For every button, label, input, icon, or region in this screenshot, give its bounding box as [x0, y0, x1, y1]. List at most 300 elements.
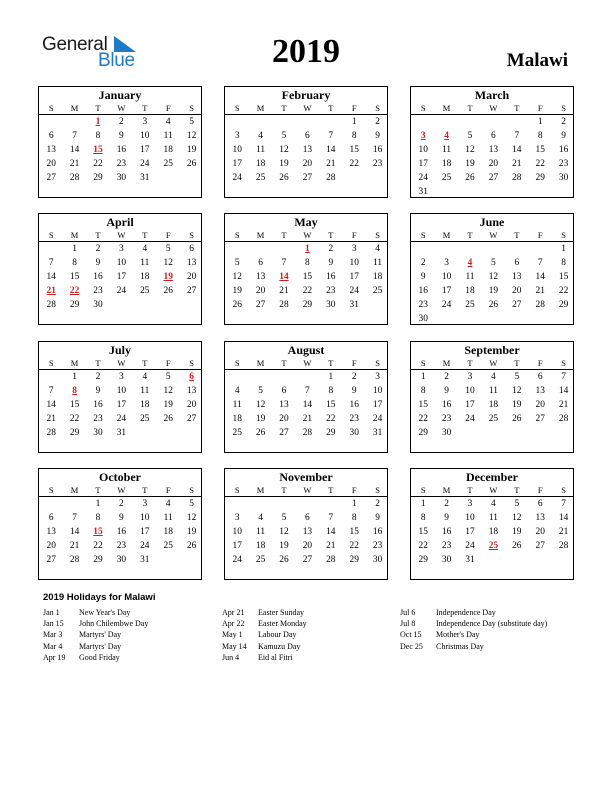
day-cell: 25 — [140, 285, 150, 296]
day-cell: 27 — [279, 427, 289, 438]
day-cell: 23 — [418, 299, 428, 310]
month-september — [410, 341, 574, 453]
day-cell: 3 — [467, 499, 473, 509]
day-cell: 18 — [488, 526, 499, 537]
weekday-label: T — [467, 485, 473, 495]
day-cell: 30 — [116, 172, 127, 183]
day-cell: 19 — [232, 285, 242, 296]
day-cell: 28 — [326, 172, 336, 183]
day-cell: 14 — [69, 526, 80, 537]
day-cell: 30 — [116, 554, 127, 565]
month-july — [38, 341, 202, 453]
day-cell: 23 — [441, 540, 452, 551]
weekday-label: S — [420, 358, 426, 368]
day-cell: 7 — [537, 257, 543, 268]
day-cell: 23 — [116, 540, 127, 551]
day-cell: 18 — [163, 526, 173, 537]
day-cell: 6 — [258, 257, 263, 268]
day-cell: 14 — [69, 144, 80, 155]
day-cell: 14 — [326, 144, 336, 155]
day-cell: 20 — [46, 158, 56, 169]
holiday-name: Independence Day — [436, 608, 496, 617]
day-cell: 30 — [372, 554, 383, 565]
day-cell: 25 — [465, 299, 475, 310]
logo-text-blue: Blue — [98, 50, 135, 71]
day-cell: 10 — [140, 130, 150, 141]
day-cell: 28 — [279, 299, 289, 310]
day-cell: 30 — [93, 299, 103, 310]
holiday-date: Oct 15 — [400, 630, 422, 640]
day-cell: 1 — [537, 117, 543, 127]
holiday-day-cell: 4 — [444, 130, 449, 141]
day-cell: 15 — [69, 271, 80, 282]
day-cell: 17 — [116, 271, 127, 282]
day-cell: 18 — [163, 144, 173, 155]
day-cell: 12 — [255, 399, 266, 410]
weekday-label: T — [142, 485, 148, 495]
day-cell: 22 — [93, 158, 103, 169]
day-cell: 11 — [465, 271, 475, 282]
day-cell: 16 — [116, 144, 127, 155]
day-cell: 17 — [465, 399, 475, 410]
day-cell: 17 — [140, 526, 150, 537]
weekday-label: M — [256, 230, 265, 240]
day-cell: 25 — [163, 158, 173, 169]
day-cell: 10 — [349, 257, 359, 268]
day-cell: 10 — [140, 512, 150, 523]
day-cell: 3 — [119, 244, 124, 254]
holiday-name: Martyrs' Day — [79, 641, 122, 651]
month-october — [38, 468, 202, 580]
day-cell: 5 — [165, 244, 171, 254]
month-february — [224, 86, 388, 198]
day-cell: 30 — [441, 427, 452, 438]
day-cell: 3 — [142, 499, 148, 509]
day-cell: 4 — [142, 244, 148, 254]
day-cell: 19 — [186, 144, 197, 155]
day-cell: 18 — [232, 413, 242, 424]
weekday-label: T — [95, 230, 101, 240]
day-cell: 22 — [418, 413, 428, 424]
day-cell: 21 — [279, 285, 289, 296]
day-cell: 5 — [491, 257, 496, 268]
day-cell: 27 — [186, 413, 197, 424]
day-cell: 19 — [512, 399, 522, 410]
day-cell: 2 — [119, 499, 124, 509]
day-cell: 27 — [302, 172, 313, 183]
weekday-label: W — [303, 485, 312, 495]
day-cell: 9 — [119, 130, 124, 141]
month-title: January — [98, 88, 142, 102]
day-cell: 3 — [234, 512, 240, 523]
day-cell: 13 — [488, 144, 499, 155]
day-cell: 14 — [512, 144, 522, 155]
day-cell: 19 — [163, 399, 173, 410]
day-cell: 3 — [234, 130, 240, 141]
month-title: October — [99, 470, 141, 484]
day-cell: 20 — [535, 526, 545, 537]
day-cell: 22 — [349, 158, 359, 169]
day-cell: 28 — [558, 413, 569, 424]
weekday-label: S — [234, 230, 240, 240]
day-cell: 30 — [349, 427, 359, 438]
day-cell: 27 — [535, 540, 545, 551]
day-cell: 19 — [255, 413, 266, 424]
holiday-date: Jan 15 — [43, 619, 64, 629]
weekday-label: T — [95, 485, 101, 495]
day-cell: 22 — [69, 413, 80, 424]
day-cell: 1 — [72, 244, 77, 254]
day-cell: 21 — [69, 158, 80, 169]
weekday-label: T — [95, 358, 101, 368]
holiday-day-cell: 15 — [93, 526, 103, 537]
holiday-name: Independence Day (substitute day) — [436, 619, 548, 629]
weekday-label: S — [189, 485, 194, 495]
day-cell: 6 — [189, 244, 194, 254]
day-cell: 16 — [93, 271, 103, 282]
holiday-name: Easter Monday — [258, 619, 307, 629]
day-cell: 2 — [444, 499, 449, 509]
weekday-label: W — [489, 358, 498, 368]
day-cell: 6 — [48, 130, 54, 141]
day-cell: 9 — [95, 385, 101, 396]
day-cell: 9 — [561, 130, 566, 141]
holiday-name: Eid al Fitri — [258, 652, 293, 662]
weekday-label: M — [70, 358, 79, 368]
day-cell: 5 — [258, 385, 263, 396]
month-title: March — [474, 88, 510, 102]
day-cell: 17 — [232, 540, 242, 551]
day-cell: 29 — [349, 554, 359, 565]
day-cell: 12 — [232, 271, 242, 282]
weekday-label: M — [256, 103, 265, 113]
weekday-label: S — [561, 358, 566, 368]
day-cell: 12 — [163, 257, 173, 268]
day-cell: 9 — [444, 385, 449, 396]
weekday-label: T — [281, 230, 287, 240]
holidays-title: 2019 Holidays for Malawi — [43, 592, 156, 603]
day-cell: 11 — [442, 144, 452, 155]
day-cell: 25 — [140, 413, 150, 424]
day-cell: 10 — [441, 271, 452, 282]
day-cell: 31 — [116, 427, 127, 438]
day-cell: 1 — [561, 244, 566, 254]
day-cell: 28 — [558, 540, 569, 551]
day-cell: 6 — [48, 512, 54, 523]
day-cell: 23 — [558, 158, 569, 169]
day-cell: 23 — [349, 413, 359, 424]
day-cell: 16 — [372, 526, 383, 537]
weekday-label: W — [117, 103, 126, 113]
day-cell: 10 — [116, 385, 127, 396]
logo — [42, 34, 142, 72]
day-cell: 7 — [72, 130, 77, 141]
day-cell: 12 — [512, 512, 522, 523]
day-cell: 17 — [465, 526, 475, 537]
holiday-day-cell: 25 — [488, 540, 499, 551]
day-cell: 21 — [302, 413, 313, 424]
day-cell: 30 — [418, 313, 428, 324]
weekday-label: W — [489, 230, 498, 240]
month-title: September — [464, 343, 520, 357]
day-cell: 12 — [512, 385, 522, 396]
day-cell: 9 — [328, 257, 334, 268]
day-cell: 14 — [326, 526, 336, 537]
holiday-name: John Chilembwe Day — [79, 619, 149, 629]
day-cell: 28 — [69, 172, 80, 183]
day-cell: 29 — [69, 299, 80, 310]
weekday-label: W — [489, 485, 498, 495]
day-cell: 10 — [465, 512, 475, 523]
weekday-label: W — [117, 485, 126, 495]
weekday-label: T — [328, 230, 334, 240]
day-cell: 20 — [512, 285, 522, 296]
day-cell: 12 — [163, 385, 173, 396]
day-cell: 9 — [444, 512, 449, 523]
weekday-label: T — [328, 485, 334, 495]
day-cell: 28 — [326, 554, 336, 565]
weekday-label: T — [328, 103, 334, 113]
day-cell: 21 — [46, 413, 56, 424]
day-cell: 6 — [514, 257, 520, 268]
day-cell: 20 — [46, 540, 56, 551]
weekday-label: S — [189, 103, 194, 113]
month-title: August — [287, 343, 325, 357]
day-cell: 16 — [441, 526, 452, 537]
day-cell: 29 — [69, 427, 80, 438]
day-cell: 13 — [302, 526, 313, 537]
day-cell: 8 — [72, 257, 77, 268]
day-cell: 28 — [46, 299, 56, 310]
day-cell: 22 — [93, 540, 103, 551]
day-cell: 31 — [418, 186, 428, 197]
day-cell: 13 — [512, 271, 522, 282]
day-cell: 7 — [48, 385, 54, 396]
day-cell: 15 — [418, 399, 428, 410]
day-cell: 11 — [488, 512, 498, 523]
holiday-name: Good Friday — [79, 652, 120, 662]
day-cell: 11 — [256, 526, 266, 537]
holiday-day-cell: 4 — [467, 257, 473, 268]
month-january — [38, 86, 202, 198]
holiday-date: Jul 8 — [400, 619, 416, 629]
day-cell: 7 — [561, 372, 566, 382]
day-cell: 25 — [255, 554, 266, 565]
day-cell: 2 — [420, 257, 426, 268]
day-cell: 10 — [232, 144, 242, 155]
holiday-name: Mother's Day — [436, 630, 480, 640]
day-cell: 1 — [95, 499, 101, 509]
day-cell: 17 — [418, 158, 428, 169]
day-cell: 14 — [302, 399, 313, 410]
weekday-label: T — [514, 358, 520, 368]
day-cell: 17 — [349, 271, 359, 282]
day-cell: 13 — [186, 385, 197, 396]
day-cell: 10 — [465, 385, 475, 396]
holiday-day-cell: 21 — [46, 285, 56, 296]
day-cell: 3 — [444, 257, 449, 268]
day-cell: 13 — [186, 257, 197, 268]
holiday-date: Dec 25 — [400, 641, 423, 651]
day-cell: 2 — [375, 117, 380, 127]
day-cell: 12 — [279, 144, 289, 155]
day-cell: 17 — [232, 158, 242, 169]
day-cell: 27 — [46, 172, 56, 183]
weekday-label: F — [537, 485, 543, 495]
day-cell: 24 — [116, 413, 127, 424]
day-cell: 13 — [302, 144, 313, 155]
day-cell: 3 — [375, 372, 380, 382]
day-cell: 26 — [163, 413, 173, 424]
day-cell: 3 — [119, 372, 124, 382]
weekday-label: S — [189, 230, 194, 240]
weekday-label: S — [375, 230, 380, 240]
weekday-label: S — [375, 485, 380, 495]
day-cell: 10 — [116, 257, 127, 268]
day-cell: 29 — [93, 554, 103, 565]
day-cell: 30 — [326, 299, 336, 310]
month-december — [410, 468, 574, 580]
weekday-label: W — [489, 103, 498, 113]
day-cell: 23 — [372, 540, 383, 551]
weekday-label: T — [467, 103, 473, 113]
day-cell: 30 — [93, 427, 103, 438]
day-cell: 18 — [140, 271, 150, 282]
weekday-label: F — [537, 358, 543, 368]
day-cell: 26 — [465, 172, 475, 183]
day-cell: 2 — [375, 499, 380, 509]
day-cell: 29 — [558, 299, 569, 310]
day-cell: 3 — [351, 244, 357, 254]
day-cell: 31 — [372, 427, 383, 438]
day-cell: 11 — [163, 130, 173, 141]
day-cell: 12 — [186, 130, 197, 141]
day-cell: 4 — [491, 499, 496, 509]
day-cell: 2 — [561, 117, 566, 127]
day-cell: 23 — [326, 285, 336, 296]
weekday-label: F — [165, 485, 171, 495]
day-cell: 29 — [93, 172, 103, 183]
day-cell: 13 — [535, 385, 545, 396]
day-cell: 13 — [279, 399, 289, 410]
day-cell: 16 — [418, 285, 428, 296]
day-cell: 28 — [302, 427, 313, 438]
weekday-label: M — [256, 358, 265, 368]
day-cell: 28 — [512, 172, 522, 183]
weekday-label: F — [165, 103, 171, 113]
day-cell: 24 — [232, 172, 242, 183]
day-cell: 1 — [351, 117, 357, 127]
day-cell: 25 — [232, 427, 242, 438]
day-cell: 15 — [558, 271, 569, 282]
day-cell: 18 — [255, 540, 266, 551]
day-cell: 30 — [441, 554, 452, 565]
weekday-label: W — [303, 230, 312, 240]
day-cell: 8 — [561, 257, 566, 268]
day-cell: 20 — [255, 285, 266, 296]
day-cell: 20 — [186, 271, 197, 282]
day-cell: 7 — [72, 512, 77, 523]
holiday-name: Christmas Day — [436, 641, 484, 651]
weekday-label: S — [375, 103, 380, 113]
day-cell: 24 — [441, 299, 452, 310]
weekday-label: M — [442, 485, 451, 495]
weekday-label: T — [281, 103, 287, 113]
day-cell: 10 — [372, 385, 383, 396]
day-cell: 5 — [467, 130, 473, 141]
day-cell: 16 — [326, 271, 336, 282]
day-cell: 24 — [116, 285, 127, 296]
weekday-label: S — [561, 485, 566, 495]
day-cell: 16 — [441, 399, 452, 410]
day-cell: 21 — [326, 158, 336, 169]
day-cell: 26 — [279, 172, 289, 183]
day-cell: 26 — [186, 540, 197, 551]
day-cell: 1 — [420, 372, 426, 382]
day-cell: 11 — [140, 385, 150, 396]
holiday-day-cell: 22 — [69, 285, 80, 296]
day-cell: 29 — [418, 427, 428, 438]
day-cell: 26 — [255, 427, 266, 438]
day-cell: 17 — [140, 144, 150, 155]
weekday-label: F — [165, 230, 171, 240]
day-cell: 19 — [512, 526, 522, 537]
day-cell: 28 — [69, 554, 80, 565]
weekday-label: W — [303, 358, 312, 368]
day-cell: 17 — [372, 399, 383, 410]
day-cell: 11 — [163, 512, 173, 523]
month-may — [224, 213, 388, 325]
day-cell: 2 — [328, 244, 334, 254]
holiday-day-cell: 6 — [189, 372, 194, 382]
day-cell: 27 — [512, 299, 522, 310]
weekday-label: T — [514, 485, 520, 495]
day-cell: 18 — [372, 271, 383, 282]
day-cell: 21 — [558, 526, 569, 537]
day-cell: 5 — [281, 130, 287, 141]
day-cell: 13 — [46, 526, 56, 537]
day-cell: 5 — [514, 499, 520, 509]
day-cell: 9 — [375, 512, 380, 523]
day-cell: 10 — [232, 526, 242, 537]
day-cell: 1 — [351, 499, 357, 509]
day-cell: 6 — [281, 385, 287, 396]
day-cell: 6 — [491, 130, 496, 141]
day-cell: 22 — [558, 285, 569, 296]
day-cell: 1 — [420, 499, 426, 509]
day-cell: 7 — [561, 499, 566, 509]
day-cell: 24 — [349, 285, 359, 296]
day-cell: 12 — [488, 271, 499, 282]
day-cell: 27 — [302, 554, 313, 565]
day-cell: 23 — [441, 413, 452, 424]
day-cell: 19 — [279, 540, 289, 551]
month-title: February — [281, 88, 331, 102]
day-cell: 8 — [351, 512, 357, 523]
day-cell: 4 — [165, 499, 171, 509]
day-cell: 20 — [186, 399, 197, 410]
day-cell: 26 — [186, 158, 197, 169]
day-cell: 16 — [372, 144, 383, 155]
day-cell: 11 — [232, 399, 242, 410]
day-cell: 4 — [375, 244, 380, 254]
weekday-label: T — [142, 103, 148, 113]
day-cell: 29 — [326, 427, 336, 438]
country-name: Malawi — [506, 50, 568, 71]
day-cell: 12 — [186, 512, 197, 523]
day-cell: 8 — [537, 130, 543, 141]
day-cell: 20 — [302, 158, 313, 169]
